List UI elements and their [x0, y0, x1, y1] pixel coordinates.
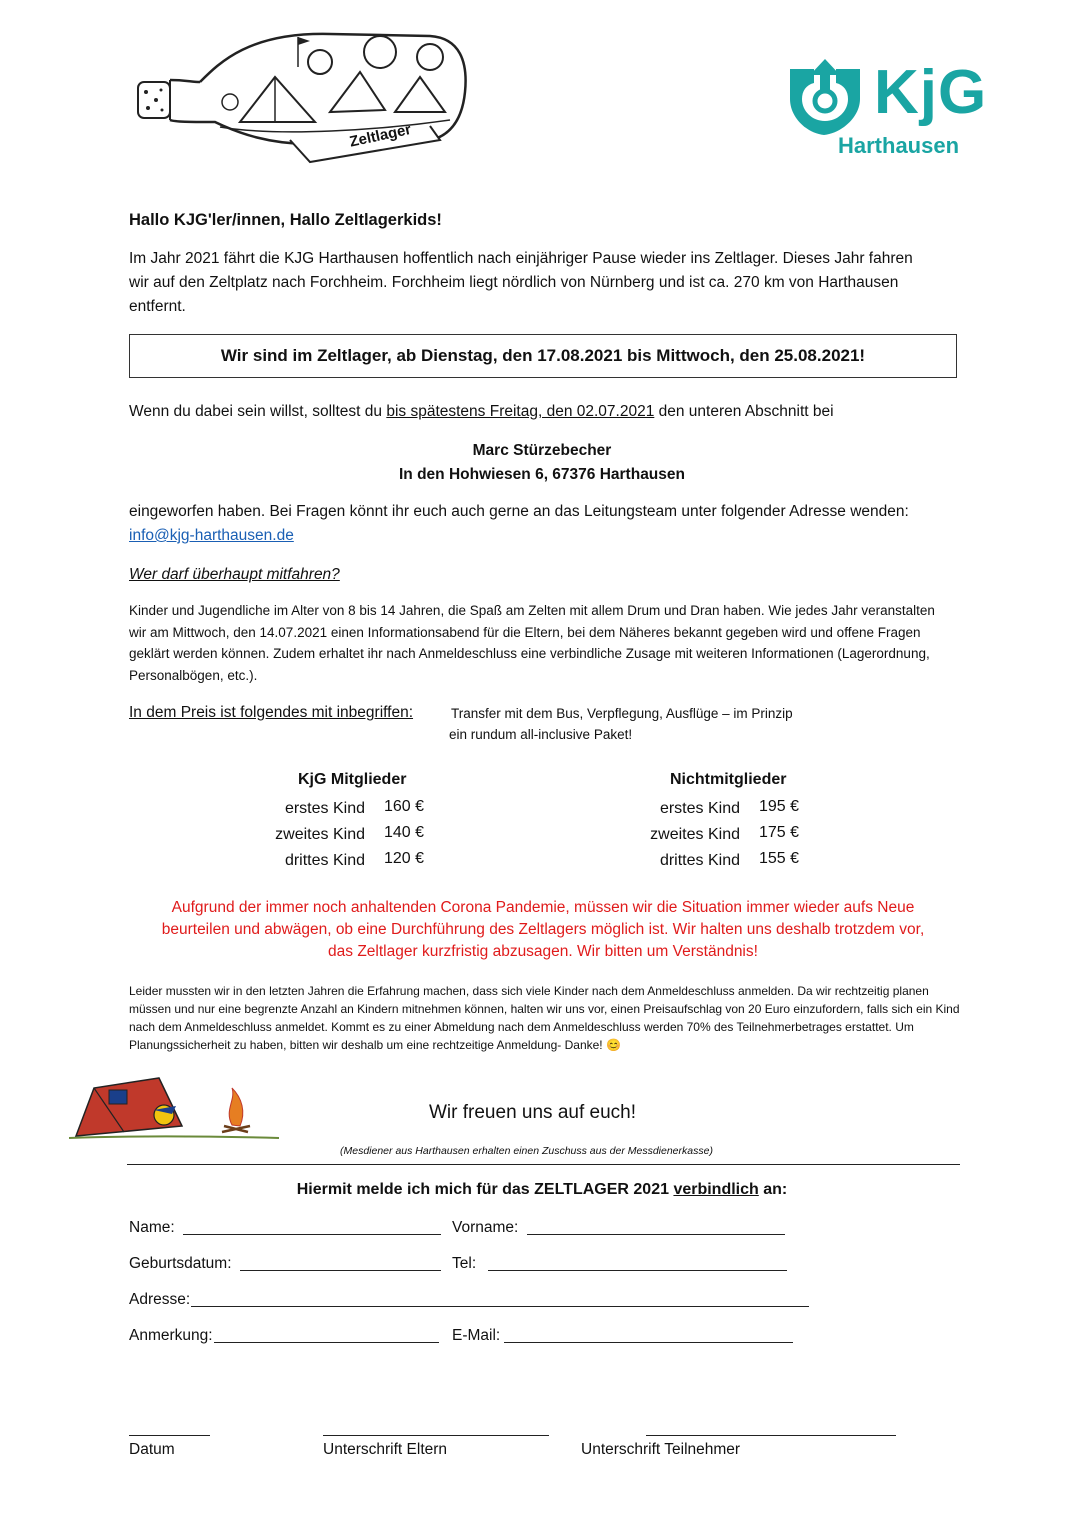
eltern-signature-line[interactable] — [323, 1435, 549, 1436]
corona-notice — [110, 897, 976, 963]
subsidy-note: (Mesdiener aus Harthausen erhalten einen Zuschuss aus der Messdienerkasse) — [340, 1145, 713, 1157]
adresse-field[interactable] — [191, 1306, 809, 1307]
nonmembers-price-3: 155 € — [759, 850, 800, 867]
deadline-after: den unteren Abschnitt bei — [654, 403, 834, 420]
tel-label: Tel: — [452, 1255, 477, 1272]
corona-line-2: beurteilen und abwägen, ob eine Durchführung des Zeltlagers möglich ist. Wir halten uns deshalb trotzdem vor, — [161, 921, 925, 938]
included-line2: ein rundum all-inclusive Paket! — [449, 727, 633, 742]
questions-paragraph — [129, 500, 929, 548]
geburtsdatum-label: Geburtsdatum: — [129, 1255, 232, 1272]
date-box-text: Wir sind im Zeltlager, ab Dienstag, den 17.08.2021 bis Mittwoch, den 25.08.2021! — [220, 346, 866, 365]
address-name: Marc Stürzebecher — [472, 442, 612, 459]
members-price-2: 140 € — [384, 824, 425, 841]
form-heading-underlined: verbindlich — [673, 1181, 759, 1198]
anmerkung-field[interactable] — [214, 1342, 439, 1343]
address-street: In den Hohwiesen 6, 67376 Harthausen — [399, 466, 685, 483]
deadline-line — [129, 400, 949, 424]
bottle-label: Zeltlager — [348, 120, 413, 151]
corona-line-3: das Zeltlager kurzfristig abzusagen. Wir bitten um Verständnis! — [328, 943, 758, 960]
email-field[interactable] — [504, 1342, 793, 1343]
eltern-label: Unterschrift Eltern — [323, 1441, 448, 1458]
kjg-logo — [784, 55, 999, 165]
deadline-date: bis spätestens Freitag, den 02.07.2021 — [386, 403, 655, 420]
name-label: Name: — [129, 1219, 175, 1236]
form-heading-after: an: — [758, 1181, 788, 1198]
kjg-emblem-icon — [784, 55, 866, 137]
nonmembers-price-1: 195 € — [759, 798, 800, 815]
form-heading-before: Hiermit melde ich mich für das ZELTLAGER 2021 — [296, 1181, 674, 1198]
questions-text: eingeworfen haben. Bei Fragen könnt ihr euch auch gerne an das Leitungsteam unter folgender Adresse wenden: — [129, 503, 909, 520]
datum-label: Datum — [129, 1441, 175, 1458]
deadline-before: Wenn du dabei sein willst, solltest du — [129, 403, 387, 420]
name-field[interactable] — [183, 1234, 441, 1235]
included-line1: Transfer mit dem Bus, Verpflegung, Ausflüge – im Prinzip — [451, 706, 793, 721]
members-label-2: zweites Kind — [275, 826, 365, 843]
date-box — [129, 334, 957, 378]
nonmembers-label-3: drittes Kind — [659, 852, 740, 869]
nonmembers-heading: Nichtmitglieder — [670, 771, 787, 788]
cut-line — [127, 1164, 960, 1165]
adresse-label: Adresse: — [129, 1291, 191, 1308]
nonmembers-label-2: zweites Kind — [650, 826, 740, 843]
nonmembers-label-1: erstes Kind — [659, 800, 740, 817]
form-heading — [129, 1178, 955, 1202]
members-label-3: drittes Kind — [284, 852, 365, 869]
logo-subtitle: Harthausen — [838, 133, 960, 158]
tent-illustration — [64, 1070, 286, 1145]
geburtsdatum-field[interactable] — [240, 1270, 441, 1271]
members-heading: KjG Mitglieder — [298, 771, 407, 788]
members-price-3: 120 € — [384, 850, 425, 867]
nonmembers-price-2: 175 € — [759, 824, 800, 841]
anmerkung-label: Anmerkung: — [129, 1327, 213, 1344]
closing-text: Wir freuen uns auf euch! — [429, 1102, 636, 1123]
bottle-illustration — [130, 22, 475, 174]
corona-line-1: Aufgrund der immer noch anhaltenden Corona Pandemie, müssen wir die Situation immer wieder aufs Neue — [171, 899, 915, 916]
tel-field[interactable] — [488, 1270, 787, 1271]
teilnehmer-label: Unterschrift Teilnehmer — [581, 1441, 741, 1458]
late-registration-notice: Leider mussten wir in den letzten Jahren die Erfahrung machen, dass sich viele Kinder nach dem Anmeldeschluss anmelden. Da wir rechtzeitig planen müssen und nur eine begrenzte Anzahl an Kindern mitnehmen können, halten wir uns vor, einen Preisaufschlag von 20 Euro einzufordern, falls sich ein Kind nach dem Anmeldeschluss anmeldet. Kommt es zu einer Abmeldung nach dem Anmeldeschluss werden 70% des Teilnehmerbetrages erstattet. Um Planungssicherheit zu haben, bitten wir deshalb um eine rechtzeitige Anmeldung- Danke! 😊 — [129, 984, 960, 1052]
datum-signature-line[interactable] — [129, 1435, 210, 1436]
who-paragraph: Kinder und Jugendliche im Alter von 8 bis 14 Jahren, die Spaß am Zelten mit allem Drum und Dran haben. Wie jedes Jahr veranstalten wir am Mittwoch, den 14.07.2021 einen Informationsabend für die Eltern, bei dem Näheres bekannt gegeben wird und offene Fragen geklärt werden können. Zudem erhaltet ihr nach Anmeldeschluss eine verbindliche Zusage mit weiteren Informationen (Lagerordnung, Personalbögen, etc.). — [129, 603, 935, 683]
included-label: In dem Preis ist folgendes mit inbegriffen: — [129, 704, 414, 721]
logo-text: KjG — [874, 58, 988, 127]
who-heading: Wer darf überhaupt mitfahren? — [129, 566, 340, 583]
teilnehmer-signature-line[interactable] — [646, 1435, 896, 1436]
vorname-label: Vorname: — [452, 1219, 519, 1236]
members-label-1: erstes Kind — [284, 800, 365, 817]
vorname-field[interactable] — [527, 1234, 785, 1235]
intro-paragraph: Im Jahr 2021 fährt die KJG Harthausen hoffentlich nach einjähriger Pause wieder ins Zeltlager. Dieses Jahr fahren wir auf den Zeltplatz nach Forchheim. Forchheim liegt nördlich von Nürnberg und ist ca. 270 km von Harthausen entfernt. — [129, 250, 913, 315]
greeting: Hallo KJG'ler/innen, Hallo Zeltlagerkids! — [129, 211, 442, 229]
email-link[interactable]: info@kjg-harthausen.de — [129, 527, 294, 544]
email-label: E-Mail: — [452, 1327, 501, 1344]
members-price-1: 160 € — [384, 798, 425, 815]
